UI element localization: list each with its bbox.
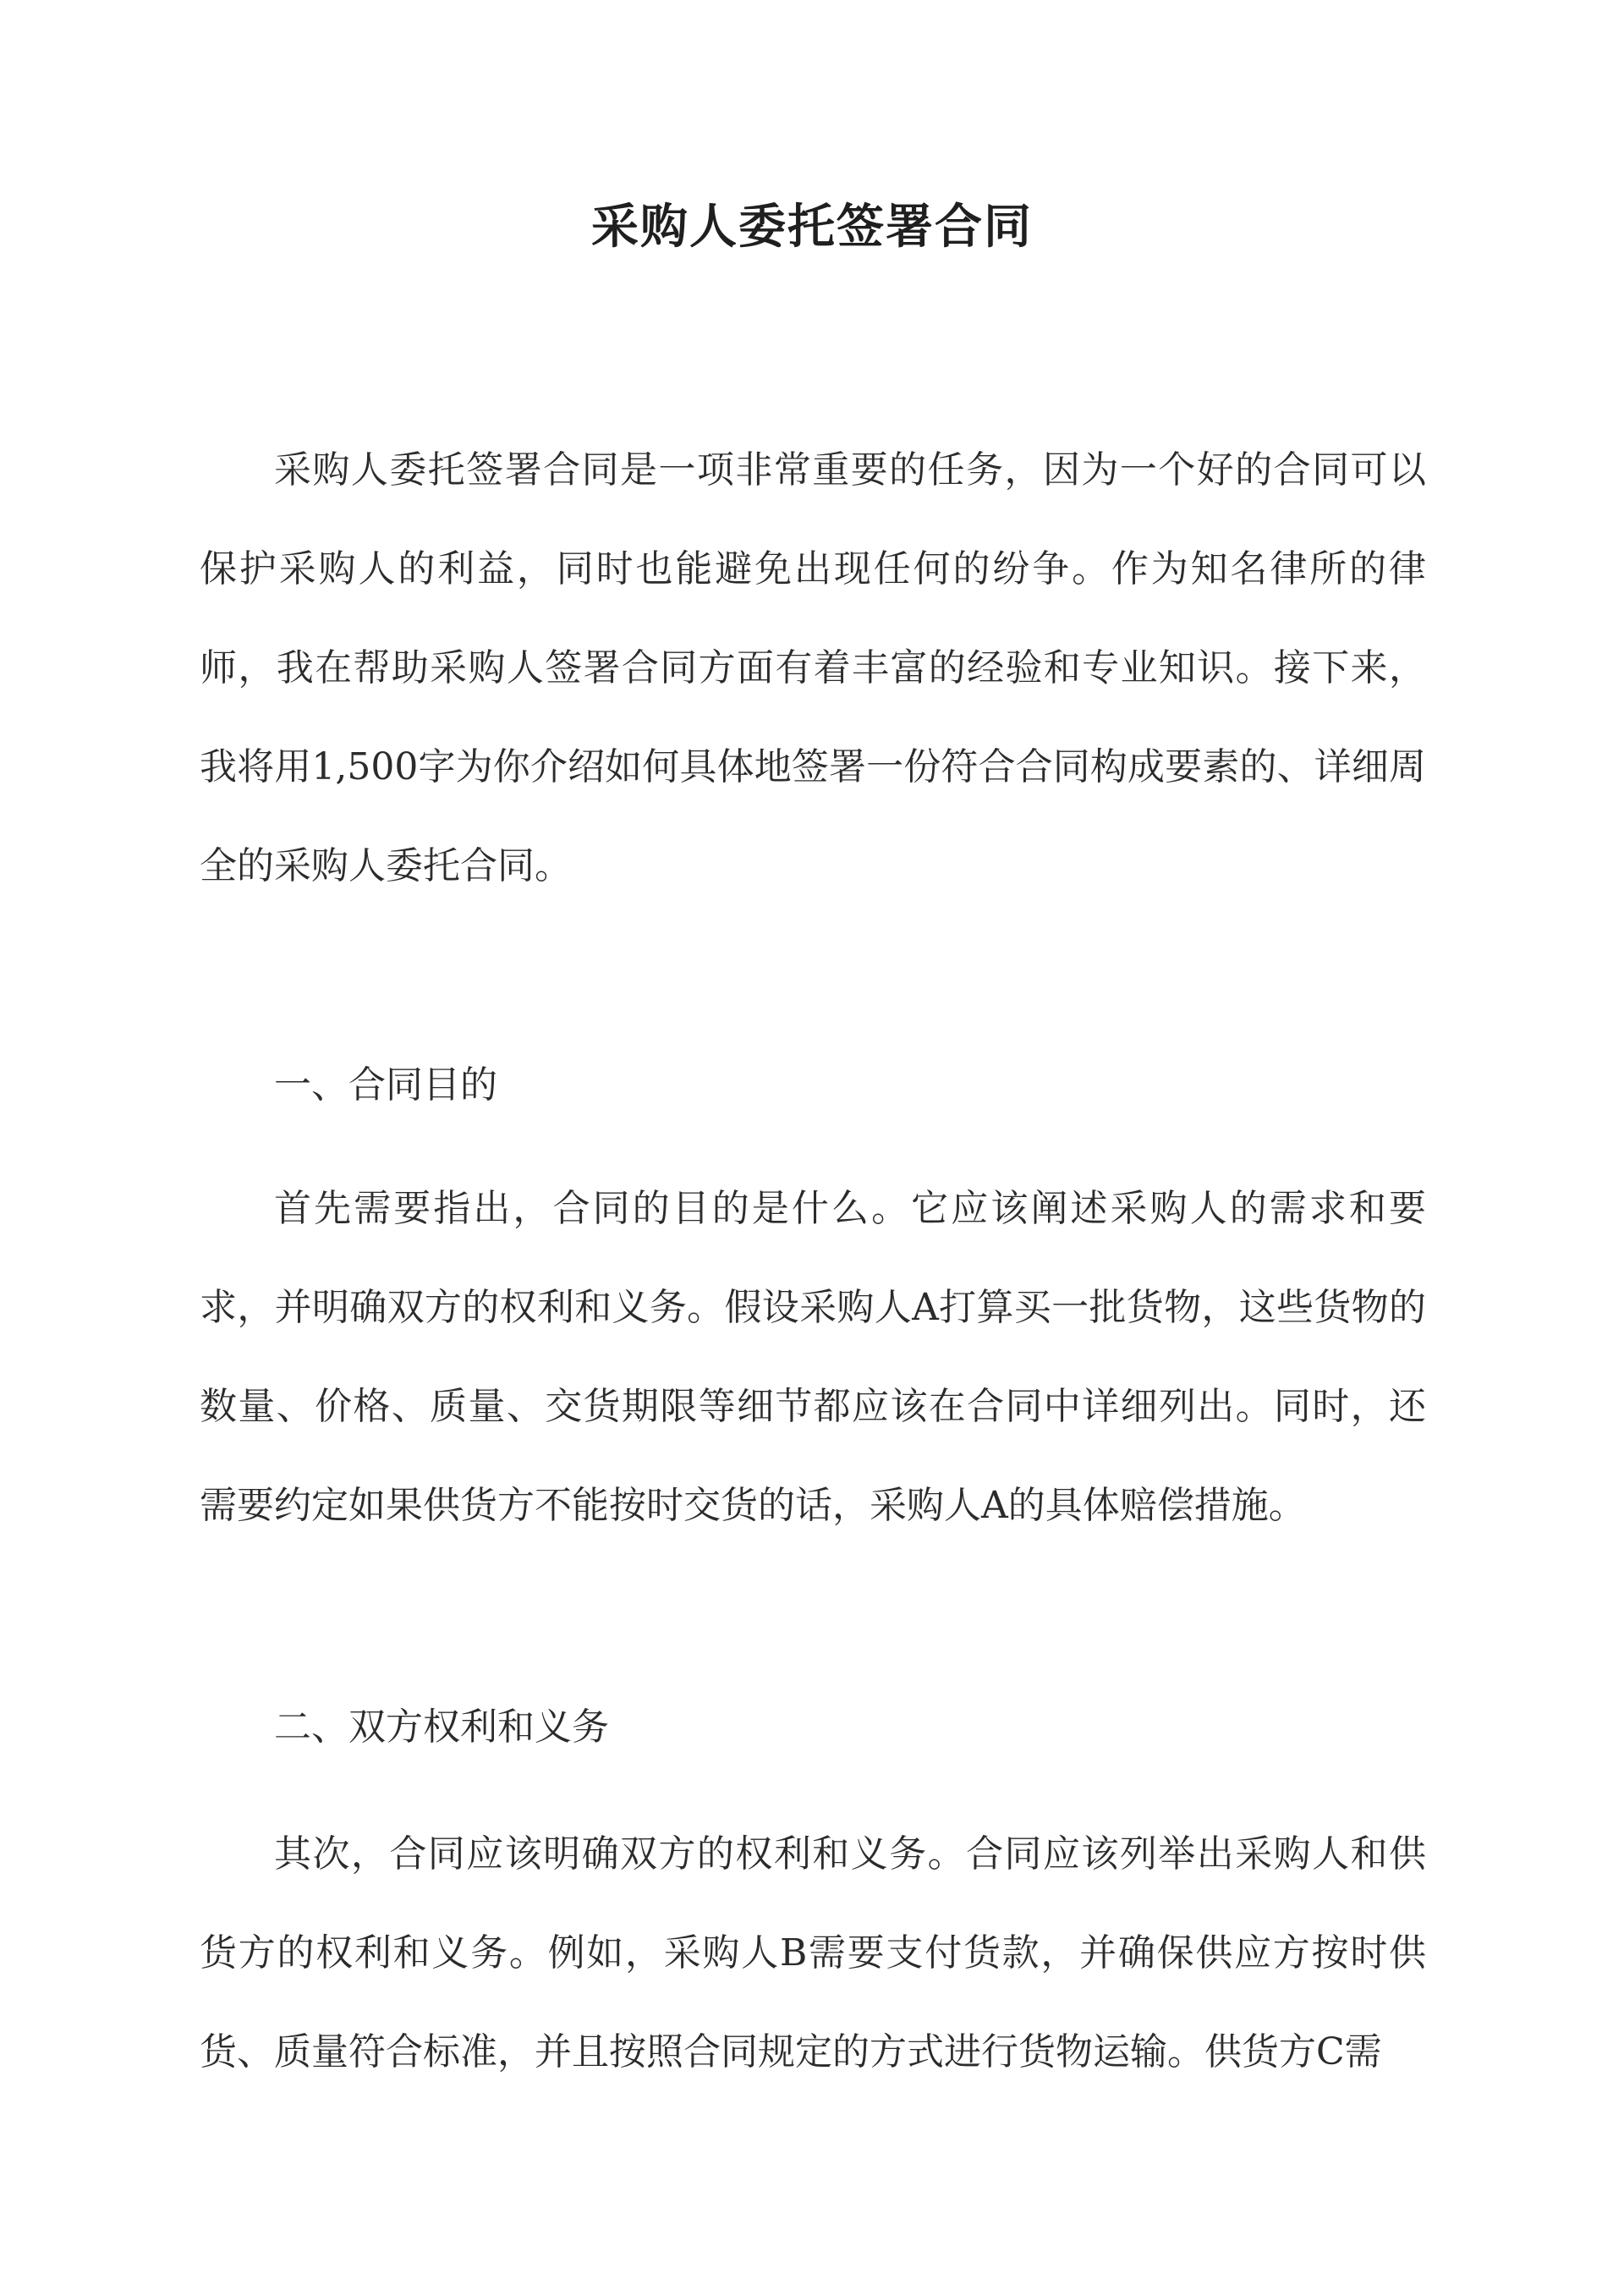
document-title: 采购人委托签署合同: [591, 199, 1033, 255]
intro-paragraph: 采购人委托签署合同是一项非常重要的任务，因为一个好的合同可以保护采购人的利益，同时也能避免出现任何的纷争。作为知名律所的律师，我在帮助采购人签署合同方面有着丰富的经验和专业知识。接下来，我将用1,500字为你介绍如何具体地签署一份符合合同构成要素的、详细周全的采购人委托合同。: [200, 448, 1426, 887]
section-heading-purpose: 一、合同目的: [274, 1063, 497, 1107]
section-heading-rights-obligations: 二、双方权利和义务: [274, 1706, 609, 1749]
section-body-rights-obligations: 其次，合同应该明确双方的权利和义务。合同应该列举出采购人和供货方的权利和义务。例如，采购人B需要支付货款，并确保供应方按时供货、质量符合标准，并且按照合同规定的方式进行货物运输。供货方C需: [200, 1832, 1426, 2074]
section-body-purpose: 首先需要指出，合同的目的是什么。它应该阐述采购人的需求和要求，并明确双方的权利和义务。假设采购人A打算买一批货物，这些货物的数量、价格、质量、交货期限等细节都应该在合同中详细列出。同时，还需要约定如果供货方不能按时交货的话，采购人A的具体赔偿措施。: [200, 1187, 1426, 1527]
